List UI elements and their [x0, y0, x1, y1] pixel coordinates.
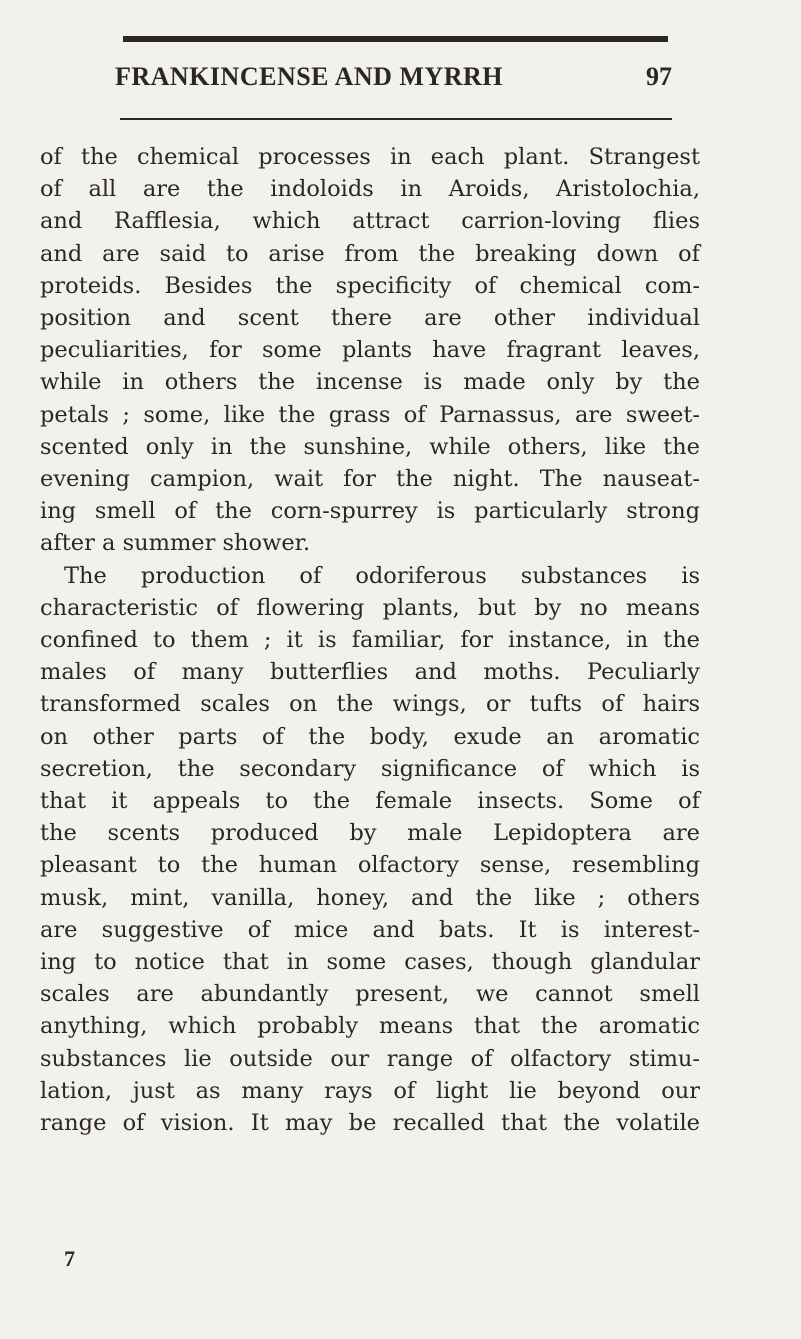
text-line: while in others the incense is made only by the	[40, 369, 700, 396]
text-line: are suggestive of mice and bats. It is interest-	[40, 916, 700, 943]
text-line: range of vision. It may be recalled that the volatile	[40, 1110, 700, 1137]
body-text	[40, 141, 700, 1139]
text-line: on other parts of the body, exude an aromatic	[40, 723, 700, 750]
signature-mark: 7	[64, 1246, 75, 1271]
text-line: peculiarities, for some plants have fragrant leaves,	[40, 337, 700, 364]
text-line: The production of odoriferous substances is	[64, 562, 700, 589]
text-line: males of many butterflies and moths. Peculiarly	[40, 659, 700, 686]
page-header	[115, 62, 672, 102]
text-line: musk, mint, vanilla, honey, and the like ; others	[40, 884, 700, 911]
text-line: of all are the indoloids in Aroids, Aristolochia,	[40, 176, 700, 203]
text-line: confined to them ; it is familiar, for instance, in the	[40, 627, 700, 654]
text-line: transformed scales on the wings, or tufts of hairs	[40, 691, 700, 718]
text-line: scented only in the sunshine, while others, like the	[40, 433, 700, 460]
header-rule	[120, 118, 672, 120]
text-line: after a summer shower.	[40, 530, 311, 557]
text-line: anything, which probably means that the aromatic	[40, 1013, 700, 1040]
text-line: of the chemical processes in each plant. Strangest	[40, 144, 700, 170]
text-line: position and scent there are other individual	[40, 305, 700, 332]
text-line: and Rafflesia, which attract carrion-loving flies	[40, 208, 700, 235]
text-line: ing to notice that in some cases, though glandular	[40, 949, 700, 976]
top-rule	[123, 36, 668, 42]
text-line: and are said to arise from the breaking down of	[40, 240, 700, 267]
text-line: characteristic of flowering plants, but by no means	[40, 594, 700, 621]
text-line: substances lie outside our range of olfactory stimu-	[40, 1045, 700, 1072]
text-line: proteids. Besides the specificity of chemical com-	[40, 272, 700, 299]
text-line: pleasant to the human olfactory sense, resembling	[40, 852, 700, 879]
text-line: evening campion, wait for the night. The nauseat-	[40, 466, 700, 493]
text-line: that it appeals to the female insects. Some of	[40, 788, 700, 815]
page-number: 97	[646, 62, 672, 91]
text-line: the scents produced by male Lepidoptera are	[40, 820, 700, 847]
text-line: petals ; some, like the grass of Parnassus, are sweet-	[40, 401, 700, 428]
text-line: secretion, the secondary significance of which is	[40, 755, 700, 782]
running-title: FRANKINCENSE AND MYRRH	[115, 62, 504, 91]
text-line: ing smell of the corn-spurrey is particularly strong	[40, 498, 700, 525]
text-line: lation, just as many rays of light lie beyond our	[40, 1077, 700, 1104]
text-line: scales are abundantly present, we cannot smell	[40, 981, 700, 1008]
